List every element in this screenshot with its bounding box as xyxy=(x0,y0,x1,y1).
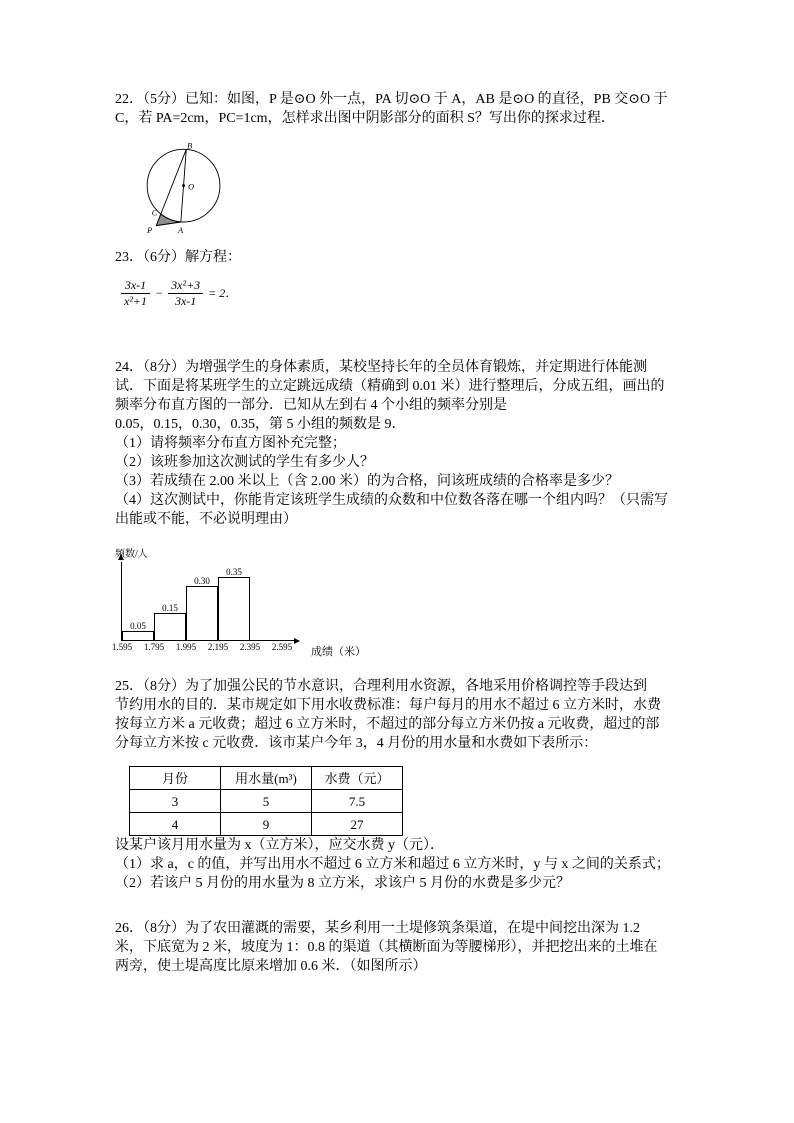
q26-line-1: 26．（8分）为了农田灌溉的需要，某乡利用一土堤修筑条渠道，在堤中间挖出深为 1.2 xyxy=(115,921,640,936)
minus-operator: − xyxy=(155,285,164,300)
x-axis-arrow-icon xyxy=(294,638,300,644)
point-label-b: B xyxy=(187,142,193,151)
bar-value-label: 0.35 xyxy=(226,567,242,577)
q25-line-1: 25．（8分）为了加强公民的节水意识，合理利用水资源，各地采用价格调控等手段达到 xyxy=(115,679,647,694)
point-label-a: A xyxy=(178,225,184,235)
q25-line-2: 节约用水的目的．某市规定如下用水收费标准：每户每月的用水不超过 6 立方米时，水费 xyxy=(115,698,661,713)
q22-line-1: 22．（5分）已知：如图，P 是⊙O 外一点，PA 切⊙O 于 A，AB 是⊙O 的直径，PB 交⊙O 于 xyxy=(115,92,668,107)
question-23 xyxy=(115,248,682,310)
bar-value-label: 0.05 xyxy=(130,621,146,631)
q24-sub-3: （3）若成绩在 2.00 米以上（含 2.00 米）的为合格，问该班成绩的合格率是多少？ xyxy=(115,474,619,489)
x-tick-label: 2.195 xyxy=(207,642,229,652)
q24-sub-1: （1）请将频率分布直方图补充完整； xyxy=(115,436,346,451)
point-label-c: C xyxy=(151,208,158,218)
cell-fee: 27 xyxy=(312,813,403,836)
point-label-o: O xyxy=(188,182,194,192)
q25-line-4: 分每立方米按 c 元收费．该市某户今年 3，4 月份的用水量和水费如下表所示： xyxy=(115,736,598,751)
q25-sub-1: （1）求 a，c 的值，并写出用水不超过 6 立方米和超过 6 立方米时，y 与 x 之间的关系式； xyxy=(115,857,670,872)
bar-value-label: 0.15 xyxy=(162,603,178,613)
q25-line-3: 按每立方米 a 元收费；超过 6 立方米时，不超过的部分每立方米仍按 a 元收费，超过的部 xyxy=(115,717,660,732)
q24-sub-4b: 出能或不能，不必说明理由） xyxy=(115,512,297,527)
y-axis-arrow-icon xyxy=(118,554,124,560)
x-tick-label: 1.795 xyxy=(143,642,165,652)
table-row xyxy=(130,813,403,836)
x-tick-label: 2.395 xyxy=(239,642,261,652)
q25-setup-line: 设某户该月用水量为 x（立方米），应交水费 y（元）． xyxy=(115,838,444,853)
water-usage-table xyxy=(129,766,403,836)
fraction-2-numerator: 3x²+3 xyxy=(168,279,203,294)
q25-sub-2: （2）若该户 5 月份的用水量为 8 立方米，求该户 5 月份的水费是多少元？ xyxy=(115,876,570,891)
fraction-1-numerator: 3x-1 xyxy=(121,279,150,294)
question-25 xyxy=(115,677,682,893)
q24-sub-4: （4）这次测试中，你能肯定该班学生成绩的众数和中位数各落在哪一个组内吗？（只需写 xyxy=(115,493,668,508)
histogram-column xyxy=(218,567,250,640)
fraction-1 xyxy=(121,279,150,308)
histogram-column xyxy=(154,603,186,640)
q24-line-3: 频率分布直方图的一部分．已知从左到右 4 个小组的频率分别是 xyxy=(115,398,507,413)
question-22 xyxy=(115,90,682,248)
q24-line-1: 24．（8分）为增强学生的身体素质，某校坚持长年的全员体育锻炼，并定期进行体能测 xyxy=(115,360,647,375)
center-point xyxy=(182,184,185,187)
question-24 xyxy=(111,358,682,661)
col-header-usage: 用水量(m³) xyxy=(221,767,312,790)
fraction-2 xyxy=(168,279,203,308)
q26-line-2: 米，下底宽为 2 米，坡度为 1：0.8 的渠道（其横断面为等腰梯形），并把挖出来的土堆在 xyxy=(115,940,658,955)
x-tick-label: 1.595 xyxy=(111,642,133,652)
point-label-p: P xyxy=(147,225,153,235)
table-row xyxy=(130,790,403,813)
cell-usage: 9 xyxy=(221,813,312,836)
equation-rhs: = 2． xyxy=(208,285,238,300)
cell-month: 4 xyxy=(130,813,221,836)
equation xyxy=(121,276,682,310)
cell-usage: 5 xyxy=(221,790,312,813)
q24-sub-2: （2）该班参加这次测试的学生有多少人？ xyxy=(115,455,374,470)
y-axis-label: 频数/人 xyxy=(115,549,148,560)
x-axis-label: 成绩（米） xyxy=(311,646,366,658)
col-header-fee: 水费（元） xyxy=(312,767,403,790)
bar-value-label: 0.30 xyxy=(194,576,210,586)
x-tick-label: 2.595 xyxy=(271,642,293,652)
fraction-2-denominator: 3x-1 xyxy=(174,293,197,308)
histogram-bar xyxy=(154,613,186,640)
circle-figure xyxy=(129,142,229,242)
q24-line-4: 0.05，0.15，0.30，0.35，第 5 小组的频数是 9． xyxy=(115,417,406,432)
col-header-month: 月份 xyxy=(130,767,221,790)
q22-line-2: C，若 PA=2cm，PC=1cm，怎样求出图中阴影部分的面积 S？写出你的探求过程． xyxy=(115,111,615,126)
fraction-1-denominator: x²+1 xyxy=(124,293,148,308)
q26-line-3: 两旁，使土堤高度比原来增加 0.6 米．（如图所示） xyxy=(115,959,427,974)
histogram-column xyxy=(186,576,218,640)
histogram-bar xyxy=(186,586,218,640)
table-header-row xyxy=(130,767,403,790)
cell-month: 3 xyxy=(130,790,221,813)
x-tick-label: 1.995 xyxy=(175,642,197,652)
plot-area xyxy=(111,562,294,652)
q23-heading: 23．（6分）解方程： xyxy=(115,250,241,265)
cell-fee: 7.5 xyxy=(312,790,403,813)
histogram-column xyxy=(122,621,154,640)
histogram-figure xyxy=(111,549,435,661)
histogram-bar xyxy=(122,631,154,640)
question-26 xyxy=(115,919,682,976)
histogram-bar xyxy=(218,577,250,640)
q24-line-2: 试．下面是将某班学生的立定跳远成绩（精确到 0.01 米）进行整理后，分成五组，画出的 xyxy=(115,379,665,394)
